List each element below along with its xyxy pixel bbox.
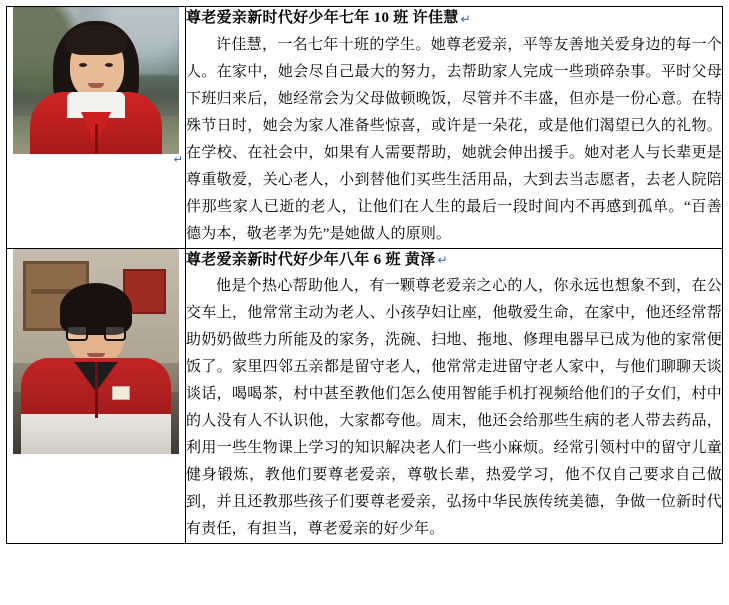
white-jacket-panel [21, 414, 171, 454]
mouth [87, 353, 105, 357]
paragraph-mark-icon: ↵ [437, 253, 448, 268]
cell-paragraph-mark [7, 454, 185, 466]
zipper [95, 362, 98, 418]
profile-body: 许佳慧，一名七年十班的学生。她尊老爱亲，平等友善地关爱身边的每一个人。在家中，她会尽自己最大的努力，去帮助家人完成一些琐碎杂事。平时父母下班归来后，她经常会为父母做顿晚饭，尽管并不丰盛，但亦是一份心意。在特殊节日时，她会为家人准备些惊喜，或许是一朵花，或是他们渴望已久的礼物。在学校、在社会中，如果有人需要帮助，她就会伸出援手。她对老人与长辈更是尊重敬爱，关心老人，小到替他们买些生活用品，大到去当志愿者，去老人院陪伴那些家人已逝的老人，让他们在人生的最后一段时间内不再感到孤单。“百善德为本，敬老孝为先”是她做人的原则。 [186, 36, 722, 242]
student-photo-huangze [13, 249, 179, 454]
profile-title-text: 尊老爱亲新时代好少年七年 10 班 许佳慧 [186, 10, 459, 26]
right-lens [104, 325, 126, 341]
zipper [95, 124, 98, 154]
left-eye [79, 63, 87, 67]
text-cell [186, 248, 723, 544]
table-row [7, 248, 723, 544]
glasses-icon [66, 325, 126, 341]
profiles-table [6, 6, 723, 544]
cell-paragraph-mark: ↵ [173, 154, 183, 166]
mouth [88, 83, 104, 88]
text-cell [186, 7, 723, 249]
profile-body: 他是个热心帮助他人，有一颗尊老爱亲之心的人，你永远也想象不到，在公交车上，他常常主动为老人、小孩孕妇让座，他敬爱生命，在家中，他还经常帮助奶奶做些力所能及的家务，洗碗、扫地、拖地、修理电器早已成为他的家常便饭了。家里四邻五亲都是留守老人，他常常走进留守老人家中，与他们聊聊天谈谈话，喝喝茶，村中甚至教他们怎么使用智能手机打视频给他们的子女们，村中的人没有人不认识他，大家都夸他。周末，他还会给那些生病的老人带去药品，利用一些生物课上学习的知识解决老人们一些小麻烦。经常引领村中的留守儿童健身锻炼，教他们要尊老爱亲，尊敬长辈，热爱学习，他不仅自己要求自己做到，并且还教那些孩子们要尊老爱亲，弘扬中华民族传统美德，争做一位新时代有责任，有担当，尊老爱亲的好少年。 [186, 278, 722, 538]
table-row [7, 7, 723, 249]
profile-title [186, 7, 722, 30]
photo-cell [7, 248, 186, 544]
profile-title-text: 尊老爱亲新时代好少年八年 6 班 黄泽 [186, 251, 436, 268]
photo-cell [7, 7, 186, 249]
profile-title [186, 249, 722, 272]
fringe [65, 25, 127, 55]
chest-badge [112, 386, 130, 400]
glasses-bridge [88, 332, 104, 334]
paragraph-mark-icon: ↵ [460, 11, 471, 26]
right-eye [105, 63, 113, 67]
student-photo-xujiahui [13, 7, 179, 154]
left-lens [66, 325, 88, 341]
